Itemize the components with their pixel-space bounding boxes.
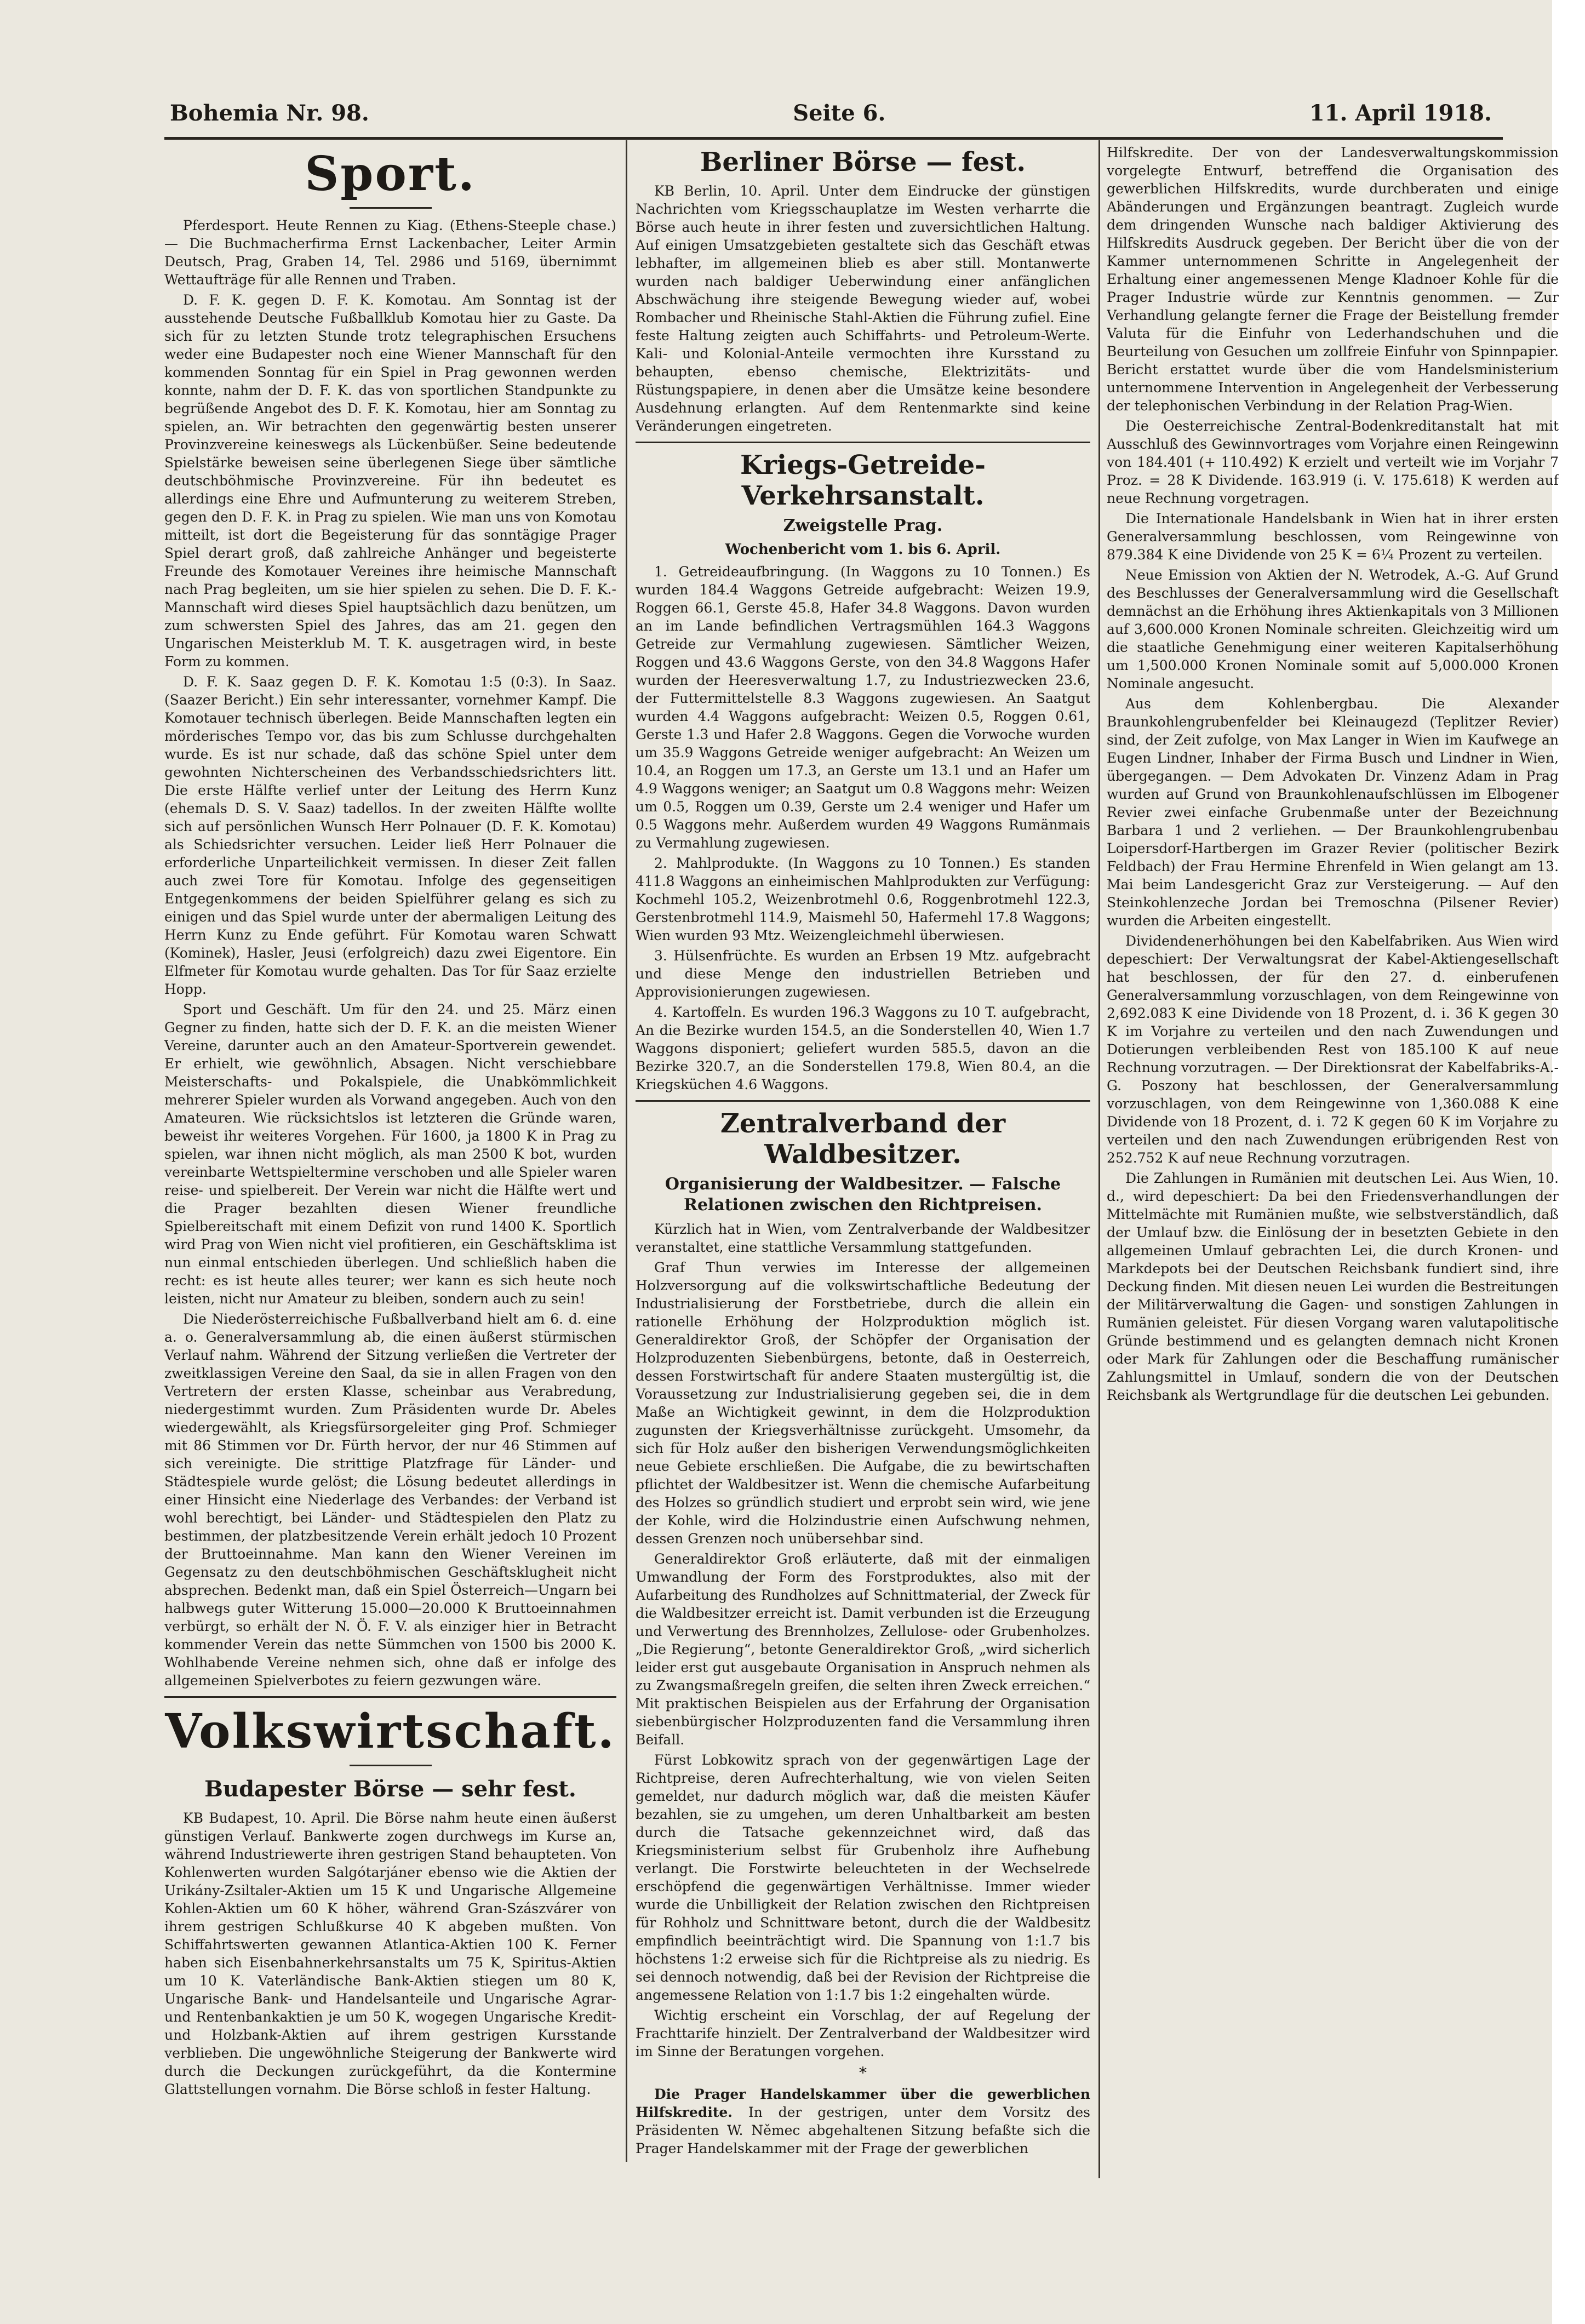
header-rule (164, 137, 1503, 140)
zentralverband-paragraph: Wichtig erscheint ein Vorschlag, der auf Regelung der Frachttarife hinzielt. Der Zentralverband der Waldbesitzer wird im Sinne der Beratungen vorgehen. (636, 2007, 1090, 2059)
column-rule-2 (1098, 140, 1100, 2178)
section-divider (636, 442, 1090, 443)
sport-paragraph: D. F. K. gegen D. F. K. Komotau. Am Sonntag ist der ausstehende Deutsche Fußballklub Komotau hier zu Gaste. Da sich für zu letzten Stunde trotz telegraphischen Ersuchens weder eine Budapester noch eine Wiener Mannschaft für den kommenden Sonntag für ein Spiel in Prag gewonnen werden konnte, nahm der D. F. K. das von sportlichen Standpunkte zu begrüßende Angebot des D. F. K. Komotau, hier am Sonntag zu spielen, an. Wir betrachten den gegenwärtig besten unserer Provinzvereine keineswegs als Lückenbüßer. Seine bedeutende Spielstärke beweisen seine überlegenen Siege über sämtliche deutschböhmische Provinzvereine. Für ihn bedeutet es allerdings eine Ehre und Aufmunterung zu weiterem Streben, gegen den D. F. K. in Prag zu spielen. Wie man uns von Komotau mitteilt, ist dort die Begeisterung für das sonntägige Prager Spiel derart groß, daß zahlreiche Anhänger und begeisterte Freunde des Komotauer Vereines ihre heimische Mannschaft nach Prag begleiten, um sie hier spielen zu sehen. Die D. F. K.-Mannschaft wird dieses Spiel hauptsächlich dazu benützen, um zum schwersten Spiel des Jahres, das am 21. gegen den Ungarischen Meisterklub M. T. K. ausgetragen wird, in beste Form zu kommen. (164, 292, 616, 669)
volkswirtschaft-title: Volkswirtschaft. (165, 1704, 616, 1759)
zentralverband-paragraph: Kürzlich hat in Wien, vom Zentralverbande der Waldbesitzer veranstaltet, eine stattliche Versammlung stattgefunden. (636, 1221, 1090, 1255)
kriegs-paragraph: 4. Kartoffeln. Es wurden 196.3 Waggons zu 10 T. aufgebracht, An die Bezirke wurden 154.5, an die Sonderstellen 40, Wien 1.7 Waggons disponiert; geliefert wurden 585.5, davon an die Bezirke 320.7, an die Sonderstellen 179.8, Wien 80.4, an die Kriegsküchen 4.6 Waggons. (636, 1004, 1090, 1092)
header-right: 11. April 1918. (1309, 100, 1492, 126)
column-2 (636, 144, 1090, 2275)
zentralverband-paragraph: Fürst Lobkowitz sprach von der gegenwärtigen Lage der Richtpreise, deren Aufrechterhaltung, wie von vielen Seiten gemeldet, nur dadurch möglich war, daß die meisten Käufer bezahlen, sie zu umgehen, um deren Unhaltbarkeit am besten durch die Tatsache gekennzeichnet wird, daß das Kriegsministerium selbst für Grubenholz ihre Aufhebung verlangt. Die Forstwirte beleuchteten in der Wechselrede erschöpfend die gegenwärtigen Verhältnisse. Immer wieder wurde die Unbilligkeit der Relation zwischen den Richtpreisen für Rohholz und Schnittware betont, durch die der Waldbesitz empfindlich beeinträchtigt wird. Die Spannung von 1:1.7 bis höchstens 1:2 erweise sich für die Richtpreise als zu niedrig. Es sei dennoch notwendig, daß bei der Revision der Richtpreise die angemessene Relation von 1:1.7 bis 1:2 eingehalten würde. (636, 1752, 1090, 2003)
kriegs-paragraph: 2. Mahlprodukte. (In Waggons zu 10 Tonnen.) Es standen 411.8 Waggons an einheimischen Mahlprodukten zur Verfügung: Kochmehl 105.2, Weizenbrotmehl 0.6, Roggenbrotmehl 122.3, Gerstenbrotmehl 114.9, Maismehl 50, Hafermehl 17.8 Waggons; Wien wurden 93 Mtz. Weizengleichmehl überwiesen. (636, 855, 1090, 943)
kohlenbergbau-paragraph: Aus dem Kohlenbergbau. Die Alexander Braunkohlengrubenfelder bei Kleinaugezd (Teplitzer Revier) sind, der Zeit zufolge, von Max Langer in Wien im Kaufwege an Eugen Lindner, Inhaber der Firma Busch und Lindner in Wien, übergegangen. — Dem Advokaten Dr. Vinzenz Adam in Prag wurden auf Grund von Braunkohlenaufschlüssen im Elbogener Revier zwei einfache Grubenmaße unter der Bezeichnung Barbara 1 und 2 verliehen. — Der Braunkohlengrubenbau Loipersdorf-Hartbergen im Grazer Revier (politischer Bezirk Feldbach) der Frau Hermine Ehrenfeld in Wien gelangt am 13. Mai beim Landesgericht Graz zur Versteigerung. — Auf den Steinkohlenzeche Jordan bei Tremoschna (Pilsener Revier) wurden die Arbeiten eingestellt. (1107, 696, 1559, 929)
section-divider (164, 1696, 616, 1698)
kriegs-weekly-report: Wochenbericht vom 1. bis 6. April. (725, 541, 1001, 558)
kabelfabriken-paragraph: Dividendenerhöhungen bei den Kabelfabriken. Aus Wien wird depeschiert: Der Verwaltungsrat der Kabel-Aktiengesellschaft hat beschlossen, der für den 27. d. einberufenen Generalversammlung vorzuschlagen, von dem Reingewinne von 2,692.083 K eine Dividende von 18 Prozent, d. i. 36 K gegen 30 K im Vorjahre zu verteilen und den nach Zuwendungen und Dotierungen verbleibenden Rest von 185.100 K auf neue Rechnung vorzutragen. — Der Direktionsrat der Kabelfabriks-A.-G. Poszony hat beschlossen, der Generalversammlung vorzuschlagen, von dem Reingewinne von 1,360.088 K eine Dividende von 18 Prozent, d. i. 72 K gegen 60 K im Vorjahre zu verteilen und den nach Zuwendungen erübrigenden Rest von 252.752 K auf neue Rechnung vorzutragen. (1107, 933, 1559, 1166)
volkswirtschaft-title-rule (350, 1765, 432, 1766)
column-1 (164, 144, 616, 2280)
berlin-text: KB Berlin, 10. April. Unter dem Eindrucke der günstigen Nachrichten vom Kriegsschauplatze im Westen verharrte die Börse auch heute in ihrer festen und zuversichtlichen Haltung. Auf einigen Umsatzgebieten gestaltete sich das Geschäft etwas lebhafter, im allgemeinen blieb es aber still. Montanwerte wurden nach baldiger Ueberwindung einer anfänglichen Abschwächung ihre steigende Bewegung wieder auf, wobei Rombacher und Rheinische Stahl-Aktien die Führung zufiel. Eine feste Haltung zeigten auch Schiffahrts- und Petroleum-Werte. Kali- und Kolonial-Anteile vermochten ihre Kursstand zu behaupten, ebenso chemische, Elektrizitäts- und Rüstungspapiere, in denen aber die Umsätze keine besondere Ausdehnung erlangten. Auf dem Rentenmarkte sind keine Veränderungen eingetreten. (636, 183, 1090, 434)
emission-paragraph: Neue Emission von Aktien der N. Wetrodek, A.-G. Auf Grund des Beschlusses der Generalversammlung wird die Gesellschaft demnächst an die Erhöhung ihres Aktienkapitals von 3 Millionen auf 3,600.000 Kronen Nominale schreiten. Gleichzeitig wird um die staatliche Genehmigung einer weiteren Kapitalserhöhung um 1,500.000 Kronen Nominale somit auf 5,000.000 Kronen Nominale angesucht. (1107, 567, 1559, 691)
kriegs-headline: Kriegs-Getreide-Verkehrsanstalt. (740, 450, 986, 511)
page-header (170, 96, 1492, 129)
zentralverband-paragraph: Generaldirektor Groß erläuterte, daß mit der einmaligen Umwandlung der Form des Forstproduktes, also mit der Aufarbeitung des Rundholzes auf Schnittmaterial, der Zweck für die Waldbesitzer erreicht ist. Damit verbunden ist die Erzeugung und Verwertung des Brennholzes, Zellulose- oder Grubenholzes. „Die Regierung“, betonte Generaldirektor Groß, „wird sicherlich leider erst gut ausgebaute Organisation in Anspruch nehmen als zu Zwangsmaßregeln greifen, die selten ihren Zweck erreichen.“ Mit praktischen Beispielen aus der Erfahrung der Organisation siebenbürgischer Holzproduzenten fand die Versammlung ihren Beifall. (636, 1551, 1090, 1748)
bodenkredit-paragraph: Die Oesterreichische Zentral-Bodenkreditanstalt hat mit Ausschluß des Gewinnvortrages vom Vorjahre einen Reingewinn von 184.401 (+ 110.492) K erzielt und verteilt wie im Vorjahr 7 Proz. = 28 K Dividende. 163.919 (i. V. 175.618) K werden auf neue Rechnung vorgetragen. (1107, 418, 1559, 506)
sport-paragraph: Sport und Geschäft. Um für den 24. und 25. März einen Gegner zu finden, hatte sich der D. F. K. an die meisten Wiener Vereine, darunter auch an den Amateur-Sportverein gewendet. Er erhielt, wie gewöhnlich, Absagen. Nicht verschiebbare Meisterschafts- und Pokalspiele, die Unabkömmlichkeit mehrerer Spieler wurden als Vorwand angegeben. Auch von den Amateuren. Wie rücksichtslos ist letzteren die Gründe waren, beweist ihr weiteres Vorgehen. Für 1600, ja 1800 K in Prag zu spielen, war ihnen nicht möglich, als man 2500 K bot, wurden vereinbarte Wettspieltermine verschoben und alle Spieler waren reise- und spielbereit. Der Verein war nicht die Hälfte wert und die Prager bezahlten diesen Wiener freundliche Spielbereitschaft mit einem Defizit von rund 1400 K. Sportlich wird Prag von Wien nicht viel profitieren, ein Geschäftsklima ist nun einmal entschieden überlegen. Und schließlich haben die recht: es ist heute alles teurer; wer kann es sich heute noch leisten, nicht nur Amateur zu bleiben, sondern auch zu sein! (164, 1001, 616, 1307)
column-rule-1 (626, 140, 627, 2162)
hilfskredite-continued: Hilfskredite. Der von der Landesverwaltungskommission vorgelegte Entwurf, betreffend die Organisation des gewerblichen Hilfskredits, wurde durchberaten und einige Abänderungen und Ergänzungen beantragt. Zugleich wurde dem dringenden Wunsche nach baldiger Aktivierung des Hilfskredits Ausdruck gegeben. Der Bericht über die von der Kammer unternommenen Schritte in Angelegenheit der Erhaltung einer angemessenen Menge Kladnoer Kohle für die Prager Industrie würde zur Kenntnis genommen. — Zur Verhandlung gelangte ferner die Frage der Beistellung fremder Valuta für die Einfuhr von Lederhandschuhen und die Beurteilung von Gesuchen um zollfreie Einfuhr von Spinnpapier. Bericht erstattet wurde über die vom Handelsministerium unternommene Intervention in Angelegenheit der Verbesserung der telephonischen Verbindung in der Relation Prag-Wien. (1107, 145, 1559, 414)
sport-paragraph: D. F. K. Saaz gegen D. F. K. Komotau 1:5 (0:3). In Saaz. (Saazer Bericht.) Ein sehr interessanter, vornehmer Kampf. Die Komotauer technisch überlegen. Beide Mannschaften legten ein mörderisches Tempo vor, das bis zum Schlusse durchgehalten wurde. Es ist nur schade, daß das schöne Spiel unter dem gewohnten Nichterscheinen des Verbandsschiedsrichters litt. Die erste Hälfte verlief unter der Leitung des Herrn Kunz (ehemals D. S. V. Saaz) tadellos. In der zweiten Hälfte wollte sich auf persönlichen Wunsch Herr Polnauer (D. F. K. Komotau) als Schiedsrichter versuchen. Leider ließ Herr Polnauer die erforderliche Unparteilichkeit vermissen. In dieser Zeit fallen auch zwei Tore für Komotau. Infolge des gegenseitigen Entgegenkommens der beiden Spielführer gelang es sich zu einigen und das Spiel wurde unter der abermaligen Leitung des Herrn Kunz zu Ende geführt. Für Komotau waren Schwatt (Kominek), Hasler, Jeusi (erfolgreich) dazu zwei Eigentore. Ein Elfmeter für Komotau wurde gehalten. Das Tor für Saaz erzielte Hopp. (164, 674, 616, 997)
rumaenien-paragraph: Die Zahlungen in Rumänien mit deutschen Lei. Aus Wien, 10. d., wird depeschiert: Da bei den Friedensverhandlungen der Mittelmächte mit Rumänien mußte, wie selbstverständlich, daß der Umlauf bzw. die Einlösung der in besetzten Gebiete in den allgemeinen Umlauf gebrachten Lei, die durch Kronen- und Markdepots bei der Deutschen Reichsbank fundiert sind, ihre Deckung finden. Mit diesen neuen Lei wurden die Bestreitungen der Militärverwaltung die Gagen- und sonstigen Zahlungen in Rumänien geleistet. Für diesen Vorgang waren valutapolitische Gründe bestimmend und es gelangten demnach nicht Kronen oder Mark für Zahlungen oder die Beschaffung rumänischer Zahlungsmittel in Umlauf, sondern die von der Deutschen Reichsbank als Wertgrundlage für die deutschen Lei gebunden. (1107, 1170, 1559, 1403)
zentralverband-subheadline: Organisierung der Waldbesitzer. — Falsche Relationen zwischen den Richtpreisen. (665, 1175, 1061, 1215)
header-left: Bohemia Nr. 98. (170, 100, 369, 126)
zentralverband-paragraph: Graf Thun verwies im Interesse der allgemeinen Holzversorgung auf die volkswirtschaftliche Bedeutung der Industrialisierung der Forstbetriebe, durch die allein ein rationelle Erhöhung der Holzproduktion möglich ist. Generaldirektor Groß, der Schöpfer der Organisation der Holzproduzenten Siebenbürgens, betonte, daß in Oesterreich, dessen Forstwirtschaft für andere Staaten mustergültig ist, die Voraussetzung zur Industrialisierung gegeben sei, die in dem Maße an Wichtigkeit gewinnt, in dem die Holzproduktion zugunsten der Kriegsverhältnisse zurückgeht. Umsomehr, da sich für Holz außer den bisherigen Verwendungsmöglichkeiten neue Gebiete erschließen. Die Aufgabe, die zu bewirtschaften pflichtet der Waldbesitzer ist. Wenn die chemische Aufarbeitung des Holzes so gründlich studiert und erprobt sein wird, wie jene der Kohle, wird die Holzindustrie einen Aufschwung nehmen, dessen Grenzen noch unübersehbar sind. (636, 1260, 1090, 1547)
zentralverband-headline: Zentralverband der Waldbesitzer. (720, 1108, 1006, 1170)
kriegs-paragraph: 3. Hülsenfrüchte. Es wurden an Erbsen 19 Mtz. aufgebracht und diese Menge den industriellen Betrieben und Approvisionierungen zugewiesen. (636, 948, 1090, 1000)
column-3 (1107, 144, 1559, 2280)
kriegs-paragraph: 1. Getreideaufbringung. (In Waggons zu 10 Tonnen.) Es wurden 184.4 Waggons Getreide aufgebracht: Weizen 19.9, Roggen 66.1, Gerste 45.8, Hafer 34.8 Waggons. Davon wurden an im Lande befindlichen Vertragsmühlen 164.3 Waggons Getreide zur Vermahlung zugewiesen. Sämtlicher Weizen, Roggen und 43.6 Waggons Gerste, von den 34.8 Waggons Hafer wurden der Heeresverwaltung 1.7, zu Industriezwecken 23.6, der Futtermittelstelle 8.3 Waggons zugewiesen. An Saatgut wurden 4.4 Waggons aufgebracht: Weizen 0.5, Roggen 0.61, Gerste 1.3 und Hafer 2.8 Waggons. Gegen die Vorwoche wurden um 35.9 Waggons Getreide weniger aufgebracht: An Weizen um 10.4, an Roggen um 17.3, an Gerste um 13.1 und an Hafer um 4.9 Waggons weniger; an Saatgut um 0.8 Waggons mehr: Weizen um 0.5, Roggen um 0.39, Gerste um 2.4 weniger und Hafer um 0.5 Waggons mehr. Außerdem wurden 49 Waggons Rumänmais zu Vermahlung zugewiesen. (636, 564, 1090, 851)
section-divider: * (859, 2064, 867, 2082)
sport-title: Sport. (305, 146, 476, 202)
header-center: Seite 6. (793, 100, 886, 126)
sport-title-rule (350, 207, 432, 209)
budapest-headline: Budapester Börse — sehr fest. (204, 1776, 576, 1802)
handelsbank-paragraph: Die Internationale Handelsbank in Wien hat in ihrer ersten Generalversammlung beschlossen, vom Reingewinne von 879.384 K eine Dividende von 25 K = 6¼ Prozent zu verteilen. (1107, 511, 1559, 563)
sport-paragraph: Die Niederösterreichische Fußballverband hielt am 6. d. eine a. o. Generalversammlung ab, die einen äußerst stürmischen Verlauf nahm. Während der Sitzung verließen die Vertreter der zweitklassigen Vereine den Saal, da sie in allen Fragen von den Vertretern der ersten Klasse, scheinbar aus Verabredung, niedergestimmt wurden. Zum Präsidenten wurde Dr. Abeles wiedergewählt, als Kriegsfürsorgeleiter ging Prof. Schmieger mit 86 Stimmen vor Dr. Fürth hervor, der nur 46 Stimmen auf sich vereinigte. Die strittige Platzfrage für Länder- und Städtespiele wurde gelöst; die Lösung bedeutet allerdings in einer Hinsicht eine Niederlage des Verbandes: der Verband ist wohl berechtigt, bei Länder- und Städtespielen den Platz zu bestimmen, der platzbesitzende Verein erhält jedoch 10 Prozent der Bruttoeinnahme. Man kann den Wiener Vereinen im Gegensatz zu den deutschböhmischen Geschäftsklugheit nicht absprechen. Bedenkt man, daß ein Spiel Österreich—Ungarn bei halbwegs guter Witterung 15.000—20.000 K Bruttoeinnahmen verbürgt, so erhält der N. Ö. F. V. als einziger hier in Betracht kommender Verein das nette Sümmchen von 1500 bis 2000 K. Wohlhabende Vereine nehmen sich, ohne daß er infolge des allgemeinen Spielverbotes zu feiern gezwungen wäre. (164, 1311, 616, 1688)
sport-paragraph: Pferdesport. Heute Rennen zu Kiag. (Ethens-Steeple chase.) — Die Buchmacherfirma Ernst Lackenbacher, Leiter Armin Deutsch, Prag, Graben 14, Tel. 2986 und 5169, übernimmt Wettaufträge für alle Rennen und Traben. (164, 217, 616, 288)
section-divider (636, 1100, 1090, 1102)
kammer-lead: Die Prager Handelskammer über die gewerblichen Hilfskredite. (636, 2086, 1090, 2120)
kammer-text: In der gestrigen, unter dem Vorsitz des Präsidenten W. Němec abgehaltenen Sitzung befaßte sich die Prager Handelskammer mit der Frage der gewerblichen (636, 2104, 1090, 2156)
budapest-text: KB Budapest, 10. April. Die Börse nahm heute einen äußerst günstigen Verlauf. Bankwerte zogen durchwegs im Kurse an, während Industriewerte ihren gestrigen Stand behaupteten. Von Kohlenwerten wurden Salgótarjáner ebenso wie die Aktien der Urikány-Zsiltaler-Aktien um 15 K und Ungarische Allgemeine Kohlen-Aktien um 60 K höher, während Gran-Szászvárer von ihrem gestrigen Schlußkurse 40 K abgeben mußten. Von Schiffahrtswerten gewannen Atlantica-Aktien 100 K. Ferner haben sich Eisenbahnerkehrsanstalts um 75 K, Spiritus-Aktien um 10 K. Vaterländische Bank-Aktien stiegen um 80 K, Ungarische Bank- und Handelsanteile und Ungarische Agrar- und Rentenbankaktien je um 50 K, wogegen Ungarische Kredit- und Holzbank-Aktien auf ihrem gestrigen Kursstande verblieben. Die ungewöhnliche Steigerung der Bankwerte wird durch die Deckungen zurückgeführt, da die Kontermine Glattstellungen vornahm. Die Börse schloß in fester Haltung. (164, 1810, 616, 2097)
kriegs-subheadline: Zweigstelle Prag. (783, 516, 943, 535)
berlin-headline: Berliner Börse — fest. (700, 147, 1026, 178)
